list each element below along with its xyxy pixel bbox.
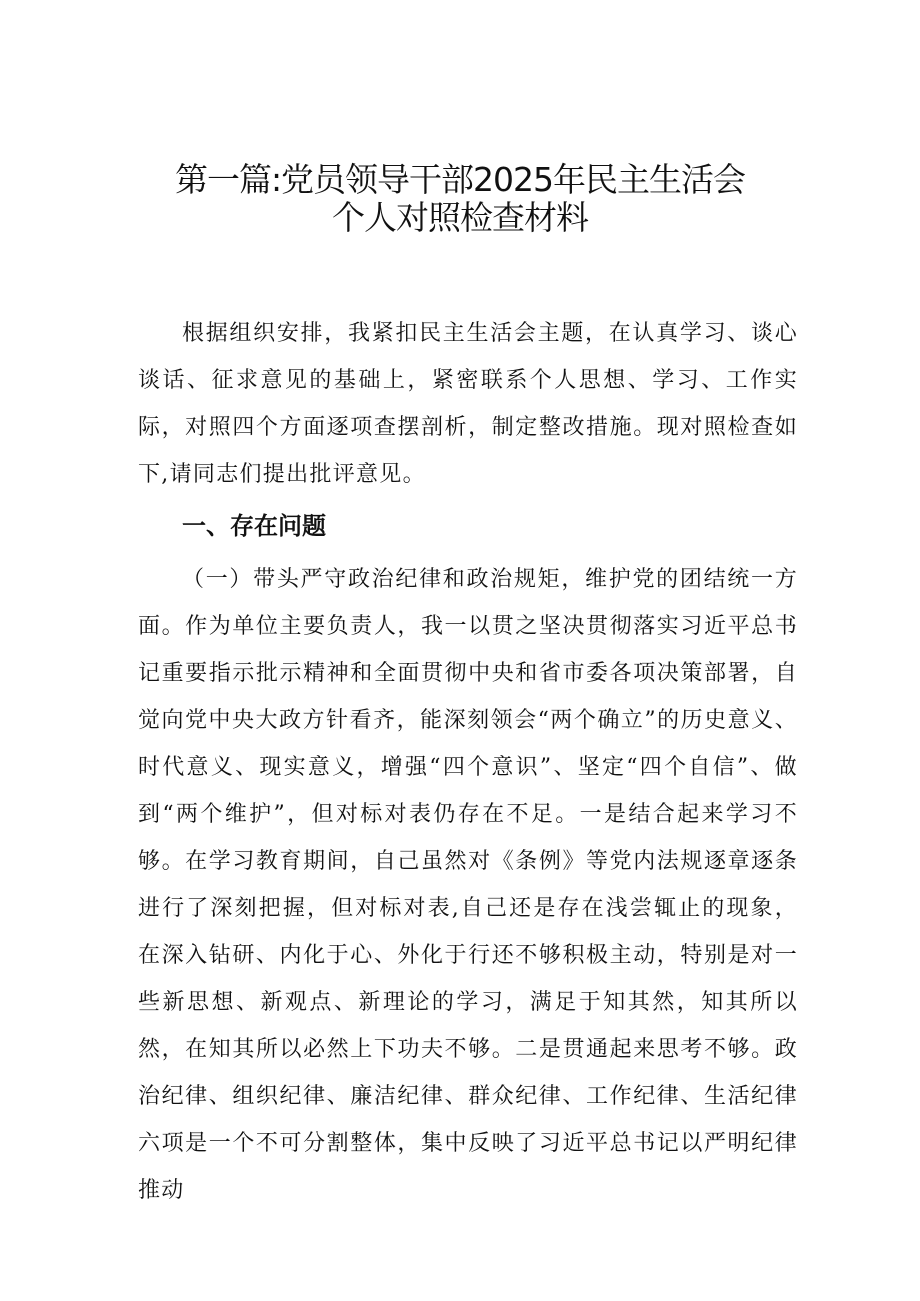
document-title-line-2: 个人对照检查材料 <box>332 198 588 237</box>
intro-paragraph: 根据组织安排，我紧扣民主生活会主题，在认真学习、谈心谈话、征求意见的基础上，紧密联系个人思想、学习、工作实际，对照四个方面逐项查摆剖析，制定整改措施。现对照检查如下,请同志们提出批评意见。 <box>138 321 798 487</box>
document-title-line-1: 第一篇:党员领导干部2025年民主生活会 <box>174 160 746 199</box>
section-paragraph: （一）带头严守政治纪律和政治规矩，维护党的团结统一方面。作为单位主要负责人，我一以贯之坚决贯彻落实习近平总书记重要指示批示精神和全面贯彻中央和省市委各项决策部署，自觉向党中央大政方针看齐，能深刻领会“两个确立”的历史意义、时代意义、现实意义，增强“四个意识”、坚定“四个自信”、做到“两个维护”，但对标对表仍存在不足。一是结合起来学习不够。在学习教育期间，自己虽然对《条例》等党内法规逐章逐条进行了深刻把握，但对标对表,自己还是存在浅尝辄止的现象，在深入钻研、内化于心、外化于行还不够积极主动，特别是对一些新思想、新观点、新理论的学习，满足于知其然，知其所以然，在知其所以必然上下功夫不够。二是贯通起来思考不够。政治纪律、组织纪律、廉洁纪律、群众纪律、工作纪律、生活纪律六项是一个不可分割整体，集中反映了习近平总书记以严明纪律推动 <box>138 567 798 1203</box>
section-heading: 一、存在问题 <box>182 512 326 540</box>
